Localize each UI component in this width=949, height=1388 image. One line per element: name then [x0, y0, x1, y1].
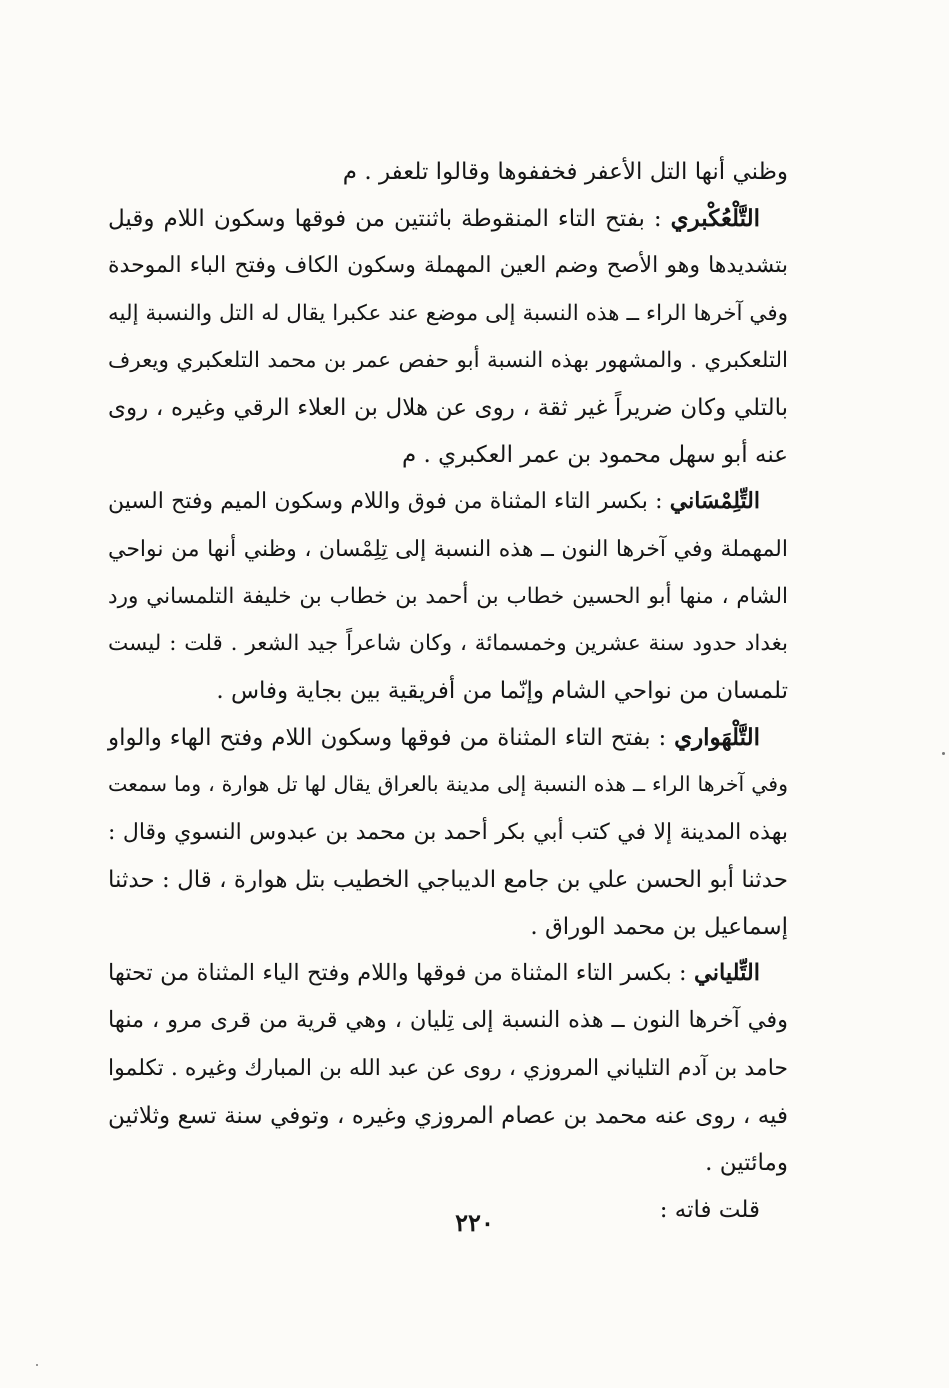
line-text: إسماعيل بن محمد الوراق .	[530, 914, 788, 940]
text-line	[108, 290, 788, 337]
text-line	[108, 903, 788, 950]
line-text: : بفتح التاء المثناة من فوقها وسكون اللام وفتح الهاء والواو	[108, 725, 675, 752]
text-line	[108, 761, 788, 808]
line-text: المهملة وفي آخرها النون ــ هذه النسبة إلى تِلِمْسان ، وظني أنها من نواحي	[108, 536, 788, 562]
entry-headword: التَّلْهَواري	[674, 724, 760, 752]
text-line	[108, 667, 788, 714]
line-text: بغداد حدود سنة عشرين وخمسمائة ، وكان شاعراً جيد الشعر . قلت : ليست	[108, 630, 788, 656]
text-line	[108, 573, 788, 620]
text-line	[108, 337, 788, 384]
text-line	[108, 242, 788, 289]
line-text: تلمسان من نواحي الشام وإنّما من أفريقية بين بجاية وفاس .	[216, 678, 788, 705]
text-line	[108, 1045, 788, 1092]
text-line	[108, 950, 788, 997]
line-text: حامد بن آدم التلياني المروزي ، روى عن عبد الله بن المبارك وغيره . تكلموا	[108, 1055, 788, 1081]
line-text: وفي آخرها النون ــ هذه النسبة إلى تِليان ، وهي قرية من قرى مرو ، منها	[108, 1007, 788, 1034]
line-text: بالتلي وكان ضريراً غير ثقة ، روى عن هلال بن العلاء الرقي وغيره ، روى	[108, 394, 788, 421]
line-text: : بكسر التاء المثناة من فوقها واللام وفتح الياء المثناة من تحتها	[108, 960, 694, 987]
entry-headword: التِّلياني	[693, 960, 760, 987]
line-text: ومائتين .	[705, 1149, 788, 1176]
line-text: قلت فاته :	[659, 1197, 760, 1224]
line-text: التلعكبري . والمشهور بهذه النسبة أبو حفص عمر بن محمد التلعكبري ويعرف	[108, 347, 788, 373]
entry-headword: التِّلِمْسَاني	[669, 488, 760, 515]
line-text: بهذه المدينة إلا في كتب أبي بكر أحمد بن محمد بن عبدوس النسوي وقال :	[108, 819, 788, 845]
text-line	[108, 195, 788, 242]
scan-speck	[36, 1364, 38, 1366]
text-line	[108, 997, 788, 1044]
line-text: حدثنا أبو الحسن علي بن جامع الديباجي الخطيب بتل هوارة ، قال : حدثنا	[108, 866, 788, 893]
text-line	[108, 1092, 788, 1139]
page-number: ٢٢٠	[455, 1208, 494, 1237]
text-line	[108, 148, 788, 195]
entry-headword: التَّلْعُكْبري	[670, 205, 760, 233]
text-line	[108, 620, 788, 667]
line-text: فيه ، روى عنه محمد بن عصام المروزي وغيره ، وتوفي سنة تسع وثلاثين	[108, 1102, 788, 1129]
text-line	[108, 384, 788, 431]
line-text: وفي آخرها الراء ــ هذه النسبة إلى موضع عند عكبرا يقال له التل والنسبة إليه	[108, 300, 788, 326]
line-text: وظني أنها التل الأعفر فخففوها وقالوا تلعفر . م	[342, 159, 788, 185]
line-text: : بفتح التاء المنقوطة باثنتين من فوقها وسكون اللام وقيل	[108, 206, 671, 233]
text-line	[108, 714, 788, 761]
line-text: : بكسر التاء المثناة من فوق واللام وسكون الميم وفتح السين	[108, 489, 670, 515]
line-text: وفي آخرها الراء ــ هذه النسبة إلى مدينة بالعراق يقال لها تل هوارة ، وما سمعت	[108, 772, 788, 797]
text-line	[108, 856, 788, 903]
line-text: الشام ، منها أبو الحسين خطاب بن أحمد بن خطاب بن خليفة التلمساني ورد	[108, 583, 788, 609]
page-text	[108, 148, 788, 1233]
text-line	[108, 431, 788, 478]
text-line	[108, 526, 788, 573]
line-text: عنه أبو سهل محمود بن عمر العكبري . م	[401, 442, 788, 469]
line-text: بتشديدها وهو الأصح وضم العين المهملة وسكون الكاف وفتح الباء الموحدة	[108, 253, 788, 279]
text-line	[108, 809, 788, 856]
text-line	[108, 478, 788, 525]
scan-speck	[942, 752, 945, 755]
text-line	[108, 1139, 788, 1186]
